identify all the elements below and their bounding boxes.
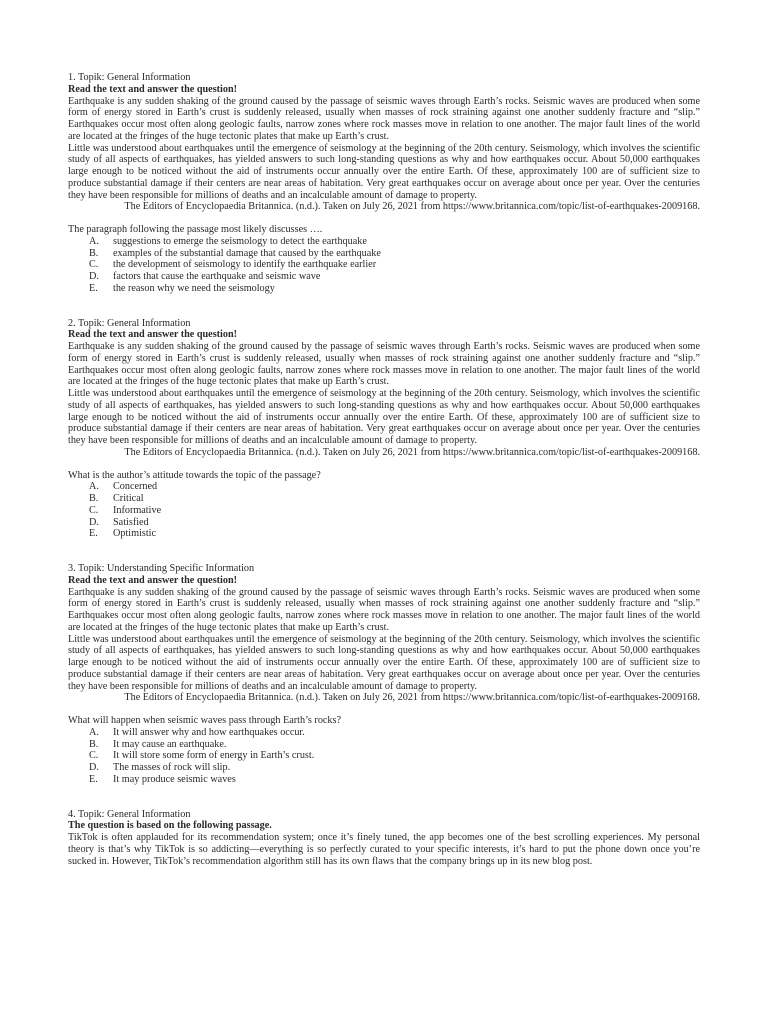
option-letter: B. xyxy=(89,247,99,259)
option-text: Informative xyxy=(113,504,162,516)
passage-paragraph: Little was understood about earthquakes until the emergence of seismology at the beginning of the 20th century. Seismology, which involves the scientific study of all aspects of earthquakes, has yielded answers to such long-standing questions as why and how earthquakes occur. About 50,000 earthquakes large enough to be noticed without the aid of instruments occur annually over the entire Earth. Of these, approximately 100 are of sufficient size to produce substantial damage if their centers are near areas of habitation. Very great earthquakes occur on average about once per year. Over the centuries they have been responsible for millions of deaths and an incalculable amount of damage to property. xyxy=(68,633,700,692)
question-text: The paragraph following the passage most likely discusses …. xyxy=(68,224,323,235)
option-text: Satisfied xyxy=(113,516,149,528)
option-letter: C. xyxy=(89,750,99,762)
option-text: It will answer why and how earthquakes occur. xyxy=(113,726,305,738)
answer-option-a xyxy=(89,727,700,739)
option-letter: A. xyxy=(89,235,99,247)
option-letter: D. xyxy=(89,762,99,773)
answer-options xyxy=(68,481,700,540)
option-letter: B. xyxy=(89,738,99,750)
topic-heading: 1. Topik: General Information xyxy=(68,72,191,83)
option-letter: E. xyxy=(89,282,98,294)
option-text: Critical xyxy=(113,493,144,504)
passage-paragraph: Little was understood about earthquakes until the emergence of seismology at the beginning of the 20th century. Seismology, which involves the scientific study of all aspects of earthquakes, has yielded answers to such long-standing questions as why and how earthquakes occur. About 50,000 earthquakes large enough to be noticed without the aid of instruments occur annually over the entire Earth. Of these, approximately 100 are of sufficient size to produce substantial damage if their centers are near areas of habitation. Very great earthquakes occur on average about once per year. Over the centuries they have been responsible for millions of deaths and an incalculable amount of damage to property. xyxy=(68,388,700,446)
option-text: The masses of rock will slip. xyxy=(113,762,231,773)
answer-option-d xyxy=(89,517,700,529)
source-citation: The Editors of Encyclopaedia Britannica. (n.d.). Taken on July 26, 2021 from https://www.britannica.com/topic/list-of-earthquakes-2009168. xyxy=(124,446,700,458)
answer-option-a xyxy=(89,236,700,248)
option-text: the reason why we need the seismology xyxy=(113,282,275,294)
passage-paragraph: TikTok is often applauded for its recommendation system; once it’s finely tuned, the app becomes one of the best scrolling experiences. My personal theory is that’s why TikTok is so addicting—everything is so perfectly curated to your specific interests, it’s hard to put the phone down once you’re sucked in. However, TikTok’s recommendation algorithm still has its own flaws that the company brings up in its new blog post. xyxy=(68,832,700,867)
answer-option-b xyxy=(89,493,700,505)
answer-option-d xyxy=(89,271,700,283)
passage-paragraph: Earthquake is any sudden shaking of the ground caused by the passage of seismic waves through Earth’s rocks. Seismic waves are produced when some form of energy stored in Earth’s crust is suddenly released, usually when masses of rock straining against one another suddenly fracture and “slip.” Earthquakes occur most often along geologic faults, narrow zones where rock masses move in relation to one another. The major fault lines of the world are located at the fringes of the huge tectonic plates that make up Earth’s crust. xyxy=(68,586,700,633)
answer-option-e xyxy=(89,283,700,295)
answer-option-c xyxy=(89,505,700,517)
answer-option-b xyxy=(89,248,700,260)
answer-options xyxy=(68,236,700,295)
topic-heading: 2. Topik: General Information xyxy=(68,317,191,329)
topic-heading: 4. Topik: General Information xyxy=(68,808,191,820)
option-letter: D. xyxy=(89,271,99,282)
answer-options xyxy=(68,727,700,786)
option-text: factors that cause the earthquake and seismic wave xyxy=(113,271,321,282)
answer-option-b xyxy=(89,739,700,751)
option-text: Optimistic xyxy=(113,528,157,540)
option-text: It will store some form of energy in Earth’s crust. xyxy=(113,750,315,762)
instruction-text: Read the text and answer the question! xyxy=(68,574,238,586)
document-page xyxy=(68,72,700,867)
passage-paragraph: Little was understood about earthquakes until the emergence of seismology at the beginning of the 20th century. Seismology, which involves the scientific study of all aspects of earthquakes, has yielded answers to such long-standing questions as why and how earthquakes occur. About 50,000 earthquakes large enough to be noticed without the aid of instruments occur annually over the entire Earth. Of these, approximately 100 are of sufficient size to produce substantial damage if their centers are near areas of habitation. Very great earthquakes occur on average about once per year. Over the centuries they have been responsible for millions of deaths and an incalculable amount of damage to property. xyxy=(68,142,700,201)
option-text: suggestions to emerge the seismology to detect the earthquake xyxy=(113,235,367,247)
instruction-text: The question is based on the following passage. xyxy=(68,820,272,832)
instruction-text: Read the text and answer the question! xyxy=(68,329,238,341)
answer-option-e xyxy=(89,774,700,786)
option-text: It may cause an earthquake. xyxy=(113,738,227,750)
option-text: Concerned xyxy=(113,481,158,493)
option-letter: E. xyxy=(89,773,98,785)
option-text: examples of the substantial damage that caused by the earthquake xyxy=(113,247,381,259)
passage-paragraph: Earthquake is any sudden shaking of the ground caused by the passage of seismic waves through Earth’s rocks. Seismic waves are produced when some form of energy stored in Earth’s crust is suddenly released, usually when masses of rock straining against one another suddenly fracture and “slip.” Earthquakes occur most often along geologic faults, narrow zones where rock masses move in relation to one another. The major fault lines of the world are located at the fringes of the huge tectonic plates that make up Earth’s crust. xyxy=(68,341,700,388)
source-citation: The Editors of Encyclopaedia Britannica. (n.d.). Taken on July 26, 2021 from https://www.britannica.com/topic/list-of-earthquakes-2009168. xyxy=(124,201,700,213)
question-section-4 xyxy=(68,809,700,868)
option-text: It may produce seismic waves xyxy=(113,773,236,785)
question-section-3 xyxy=(68,563,700,786)
answer-option-e xyxy=(89,528,700,540)
answer-option-a xyxy=(89,481,700,493)
option-letter: A. xyxy=(89,726,99,738)
passage-paragraph: Earthquake is any sudden shaking of the ground caused by the passage of seismic waves through Earth’s rocks. Seismic waves are produced when some form of energy stored in Earth’s crust is suddenly released, usually when masses of rock straining against one another suddenly fracture and “slip.” Earthquakes occur most often along geologic faults, narrow zones where rock masses move in relation to one another. The major fault lines of the world are located at the fringes of the huge tectonic plates that make up Earth’s crust. xyxy=(68,95,700,142)
option-letter: D. xyxy=(89,516,99,528)
question-text: What will happen when seismic waves pass through Earth’s rocks? xyxy=(68,715,342,726)
option-letter: B. xyxy=(89,493,99,504)
option-letter: C. xyxy=(89,259,99,271)
topic-heading: 3. Topik: Understanding Specific Information xyxy=(68,563,255,574)
answer-option-d xyxy=(89,762,700,774)
answer-option-c xyxy=(89,259,700,271)
instruction-text: Read the text and answer the question! xyxy=(68,83,238,95)
option-letter: A. xyxy=(89,481,99,493)
option-text: the development of seismology to identify the earthquake earlier xyxy=(113,259,377,271)
option-letter: C. xyxy=(89,504,99,516)
question-section-1 xyxy=(68,72,700,295)
answer-option-c xyxy=(89,750,700,762)
question-section-2 xyxy=(68,318,700,541)
question-text: What is the author’s attitude towards the topic of the passage? xyxy=(68,469,321,481)
option-letter: E. xyxy=(89,528,98,540)
source-citation: The Editors of Encyclopaedia Britannica. (n.d.). Taken on July 26, 2021 from https://www.britannica.com/topic/list-of-earthquakes-2009168. xyxy=(124,692,700,704)
